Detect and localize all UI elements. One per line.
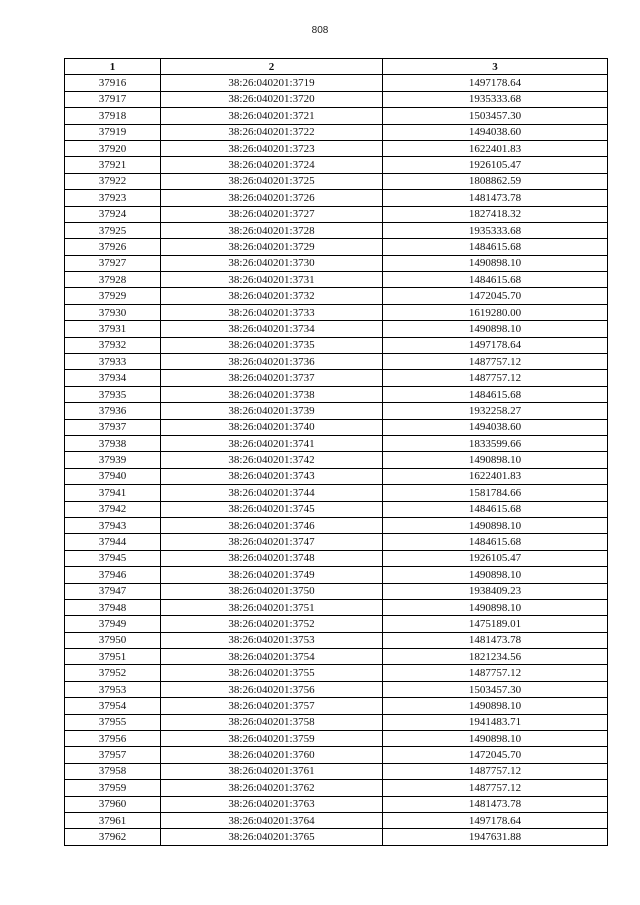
cadastral-number-cell: 38:26:040201:3721 (161, 108, 383, 124)
value-cell: 1487757.12 (383, 354, 608, 370)
row-number-cell: 37944 (65, 534, 161, 550)
cadastral-number-cell: 38:26:040201:3740 (161, 419, 383, 435)
cadastral-number-cell: 38:26:040201:3758 (161, 714, 383, 730)
value-cell: 1494038.60 (383, 419, 608, 435)
column-header-3: 3 (383, 59, 608, 75)
value-cell: 1622401.83 (383, 468, 608, 484)
table-row (65, 599, 608, 615)
value-cell: 1932258.27 (383, 403, 608, 419)
row-number-cell: 37936 (65, 403, 161, 419)
table-row (65, 812, 608, 828)
value-cell: 1490898.10 (383, 698, 608, 714)
row-number-cell: 37918 (65, 108, 161, 124)
value-cell: 1821234.56 (383, 649, 608, 665)
row-number-cell: 37927 (65, 255, 161, 271)
row-number-cell: 37923 (65, 190, 161, 206)
value-cell: 1827418.32 (383, 206, 608, 222)
table-row (65, 419, 608, 435)
cadastral-number-cell: 38:26:040201:3735 (161, 337, 383, 353)
value-cell: 1487757.12 (383, 780, 608, 796)
row-number-cell: 37950 (65, 632, 161, 648)
value-cell: 1484615.68 (383, 386, 608, 402)
value-cell: 1484615.68 (383, 534, 608, 550)
row-number-cell: 37948 (65, 599, 161, 615)
cadastral-number-cell: 38:26:040201:3750 (161, 583, 383, 599)
column-header-2: 2 (161, 59, 383, 75)
row-number-cell: 37917 (65, 91, 161, 107)
table-row (65, 681, 608, 697)
cadastral-number-cell: 38:26:040201:3742 (161, 452, 383, 468)
cadastral-number-cell: 38:26:040201:3723 (161, 140, 383, 156)
table-row (65, 731, 608, 747)
table-row (65, 747, 608, 763)
row-number-cell: 37956 (65, 731, 161, 747)
value-cell: 1472045.70 (383, 288, 608, 304)
table-row (65, 370, 608, 386)
value-cell: 1475189.01 (383, 616, 608, 632)
row-number-cell: 37957 (65, 747, 161, 763)
table-row (65, 583, 608, 599)
table-row (65, 140, 608, 156)
cadastral-number-cell: 38:26:040201:3760 (161, 747, 383, 763)
table-row (65, 665, 608, 681)
value-cell: 1503457.30 (383, 108, 608, 124)
value-cell: 1494038.60 (383, 124, 608, 140)
table-row (65, 403, 608, 419)
table-row (65, 288, 608, 304)
row-number-cell: 37952 (65, 665, 161, 681)
table-row (65, 698, 608, 714)
value-cell: 1926105.47 (383, 157, 608, 173)
table-row (65, 829, 608, 845)
cadastral-number-cell: 38:26:040201:3733 (161, 304, 383, 320)
value-cell: 1938409.23 (383, 583, 608, 599)
cadastral-number-cell: 38:26:040201:3743 (161, 468, 383, 484)
cadastral-number-cell: 38:26:040201:3728 (161, 222, 383, 238)
cadastral-number-cell: 38:26:040201:3737 (161, 370, 383, 386)
value-cell: 1484615.68 (383, 272, 608, 288)
cadastral-number-cell: 38:26:040201:3762 (161, 780, 383, 796)
table-row (65, 173, 608, 189)
table-row (65, 190, 608, 206)
row-number-cell: 37921 (65, 157, 161, 173)
row-number-cell: 37916 (65, 75, 161, 91)
value-cell: 1926105.47 (383, 550, 608, 566)
value-cell: 1619280.00 (383, 304, 608, 320)
cadastral-number-cell: 38:26:040201:3730 (161, 255, 383, 271)
cadastral-number-cell: 38:26:040201:3748 (161, 550, 383, 566)
value-cell: 1490898.10 (383, 731, 608, 747)
row-number-cell: 37942 (65, 501, 161, 517)
cadastral-number-cell: 38:26:040201:3745 (161, 501, 383, 517)
row-number-cell: 37943 (65, 517, 161, 533)
cadastral-number-cell: 38:26:040201:3741 (161, 435, 383, 451)
cadastral-number-cell: 38:26:040201:3731 (161, 272, 383, 288)
row-number-cell: 37932 (65, 337, 161, 353)
table-row (65, 796, 608, 812)
cadastral-number-cell: 38:26:040201:3725 (161, 173, 383, 189)
value-cell: 1808862.59 (383, 173, 608, 189)
table-row (65, 468, 608, 484)
row-number-cell: 37939 (65, 452, 161, 468)
row-number-cell: 37928 (65, 272, 161, 288)
row-number-cell: 37938 (65, 435, 161, 451)
cadastral-number-cell: 38:26:040201:3764 (161, 812, 383, 828)
cadastral-number-cell: 38:26:040201:3722 (161, 124, 383, 140)
cadastral-number-cell: 38:26:040201:3720 (161, 91, 383, 107)
value-cell: 1490898.10 (383, 321, 608, 337)
row-number-cell: 37940 (65, 468, 161, 484)
cadastral-number-cell: 38:26:040201:3746 (161, 517, 383, 533)
row-number-cell: 37929 (65, 288, 161, 304)
cadastral-number-cell: 38:26:040201:3724 (161, 157, 383, 173)
row-number-cell: 37933 (65, 354, 161, 370)
table-row (65, 157, 608, 173)
table-row (65, 501, 608, 517)
value-cell: 1472045.70 (383, 747, 608, 763)
table-row (65, 108, 608, 124)
cadastral-number-cell: 38:26:040201:3739 (161, 403, 383, 419)
value-cell: 1833599.66 (383, 435, 608, 451)
cadastral-number-cell: 38:26:040201:3753 (161, 632, 383, 648)
cadastral-number-cell: 38:26:040201:3747 (161, 534, 383, 550)
row-number-cell: 37926 (65, 239, 161, 255)
table-row (65, 239, 608, 255)
table-row (65, 616, 608, 632)
table-row (65, 124, 608, 140)
table-row (65, 517, 608, 533)
value-cell: 1497178.64 (383, 812, 608, 828)
value-cell: 1941483.71 (383, 714, 608, 730)
row-number-cell: 37951 (65, 649, 161, 665)
value-cell: 1497178.64 (383, 75, 608, 91)
value-cell: 1622401.83 (383, 140, 608, 156)
cadastral-number-cell: 38:26:040201:3759 (161, 731, 383, 747)
cadastral-number-cell: 38:26:040201:3729 (161, 239, 383, 255)
row-number-cell: 37946 (65, 567, 161, 583)
row-number-cell: 37959 (65, 780, 161, 796)
table-row (65, 485, 608, 501)
table-row (65, 206, 608, 222)
cadastral-number-cell: 38:26:040201:3756 (161, 681, 383, 697)
row-number-cell: 37919 (65, 124, 161, 140)
row-number-cell: 37958 (65, 763, 161, 779)
cadastral-number-cell: 38:26:040201:3732 (161, 288, 383, 304)
header-row (65, 59, 608, 75)
row-number-cell: 37954 (65, 698, 161, 714)
table-row (65, 550, 608, 566)
cadastral-number-cell: 38:26:040201:3734 (161, 321, 383, 337)
table-row (65, 763, 608, 779)
row-number-cell: 37949 (65, 616, 161, 632)
row-number-cell: 37937 (65, 419, 161, 435)
table-row (65, 632, 608, 648)
value-cell: 1487757.12 (383, 763, 608, 779)
table-body (65, 75, 608, 845)
value-cell: 1490898.10 (383, 599, 608, 615)
cadastral-number-cell: 38:26:040201:3754 (161, 649, 383, 665)
row-number-cell: 37934 (65, 370, 161, 386)
cadastral-number-cell: 38:26:040201:3761 (161, 763, 383, 779)
value-cell: 1947631.88 (383, 829, 608, 845)
row-number-cell: 37945 (65, 550, 161, 566)
table-row (65, 91, 608, 107)
value-cell: 1497178.64 (383, 337, 608, 353)
cadastral-number-cell: 38:26:040201:3765 (161, 829, 383, 845)
row-number-cell: 37931 (65, 321, 161, 337)
table-row (65, 272, 608, 288)
table-row (65, 452, 608, 468)
cadastral-number-cell: 38:26:040201:3727 (161, 206, 383, 222)
cadastral-number-cell: 38:26:040201:3757 (161, 698, 383, 714)
row-number-cell: 37947 (65, 583, 161, 599)
value-cell: 1490898.10 (383, 255, 608, 271)
table-row (65, 255, 608, 271)
table-row (65, 435, 608, 451)
cadastral-number-cell: 38:26:040201:3751 (161, 599, 383, 615)
value-cell: 1490898.10 (383, 517, 608, 533)
row-number-cell: 37922 (65, 173, 161, 189)
value-cell: 1503457.30 (383, 681, 608, 697)
cadastral-number-cell: 38:26:040201:3763 (161, 796, 383, 812)
table-row (65, 304, 608, 320)
row-number-cell: 37924 (65, 206, 161, 222)
cadastral-number-cell: 38:26:040201:3749 (161, 567, 383, 583)
value-cell: 1484615.68 (383, 239, 608, 255)
cadastral-number-cell: 38:26:040201:3738 (161, 386, 383, 402)
value-cell: 1481473.78 (383, 796, 608, 812)
row-number-cell: 37935 (65, 386, 161, 402)
table-row (65, 354, 608, 370)
row-number-cell: 37961 (65, 812, 161, 828)
table-row (65, 75, 608, 91)
table-row (65, 649, 608, 665)
value-cell: 1484615.68 (383, 501, 608, 517)
row-number-cell: 37941 (65, 485, 161, 501)
row-number-cell: 37962 (65, 829, 161, 845)
column-header-1: 1 (65, 59, 161, 75)
value-cell: 1581784.66 (383, 485, 608, 501)
table-header (65, 59, 608, 75)
row-number-cell: 37925 (65, 222, 161, 238)
row-number-cell: 37953 (65, 681, 161, 697)
value-cell: 1490898.10 (383, 567, 608, 583)
row-number-cell: 37955 (65, 714, 161, 730)
cadastral-number-cell: 38:26:040201:3752 (161, 616, 383, 632)
cadastral-number-cell: 38:26:040201:3719 (161, 75, 383, 91)
cadastral-number-cell: 38:26:040201:3744 (161, 485, 383, 501)
row-number-cell: 37960 (65, 796, 161, 812)
value-cell: 1935333.68 (383, 222, 608, 238)
table-row (65, 386, 608, 402)
cadastral-number-cell: 38:26:040201:3736 (161, 354, 383, 370)
table-row (65, 321, 608, 337)
row-number-cell: 37920 (65, 140, 161, 156)
cadastral-number-cell: 38:26:040201:3726 (161, 190, 383, 206)
row-number-cell: 37930 (65, 304, 161, 320)
table-row (65, 337, 608, 353)
value-cell: 1487757.12 (383, 370, 608, 386)
table-row (65, 567, 608, 583)
table-row (65, 222, 608, 238)
page-number: 808 (311, 25, 329, 36)
table-row (65, 780, 608, 796)
registry-table (64, 58, 608, 846)
value-cell: 1487757.12 (383, 665, 608, 681)
table-row (65, 714, 608, 730)
value-cell: 1481473.78 (383, 632, 608, 648)
cadastral-number-cell: 38:26:040201:3755 (161, 665, 383, 681)
value-cell: 1935333.68 (383, 91, 608, 107)
value-cell: 1481473.78 (383, 190, 608, 206)
value-cell: 1490898.10 (383, 452, 608, 468)
table-row (65, 534, 608, 550)
